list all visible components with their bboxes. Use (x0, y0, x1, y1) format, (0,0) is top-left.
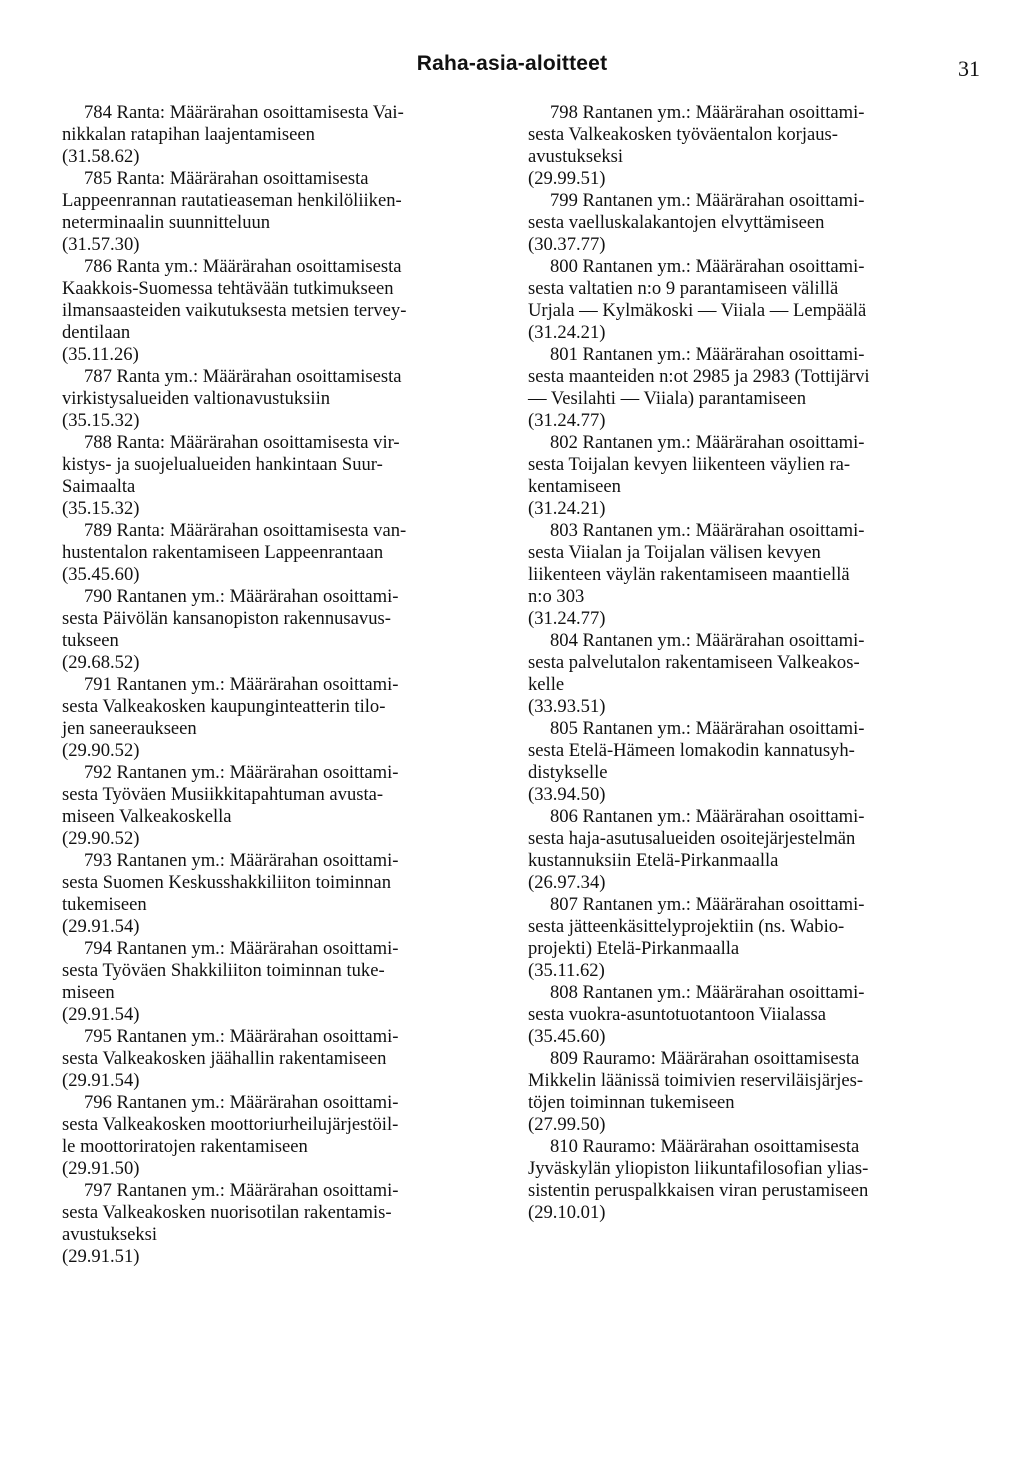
list-item (62, 520, 508, 586)
entry-text: 788 Ranta: Määrärahan osoittamisesta vir- kistys- ja suojelualueiden hankintaan Suur- Saimaalta (62, 432, 400, 497)
entry-text: 791 Rantanen ym.: Määrärahan osoittami- sesta Valkeakosken kaupunginteatterin tilo- jen saneeraukseen (62, 674, 399, 739)
entry-text: 798 Rantanen ym.: Määrärahan osoittami- sesta Valkeakosken työväentalon korjaus- avustukseksi (528, 102, 865, 167)
list-item (62, 586, 508, 674)
entry-code: (31.57.30) (62, 234, 140, 255)
entry-code: (31.24.21) (528, 498, 606, 519)
entry-code: (29.68.52) (62, 652, 140, 673)
entry-text: 789 Ranta: Määrärahan osoittamisesta van- hustentalon rakentamiseen Lappeenrantaan (62, 520, 407, 563)
entry-code: (29.10.01) (528, 1202, 606, 1223)
list-item (528, 806, 970, 894)
list-item (62, 102, 508, 168)
entry-code: (30.37.77) (528, 234, 606, 255)
list-item (528, 894, 970, 982)
list-item (62, 850, 508, 938)
left-column (62, 102, 508, 1268)
entry-code: (29.91.54) (62, 916, 140, 937)
list-item (528, 982, 970, 1048)
entry-text: 802 Rantanen ym.: Määrärahan osoittami- sesta Toijalan kevyen liikenteen väylien ra- kentamiseen (528, 432, 865, 497)
entry-code: (35.15.32) (62, 410, 140, 431)
entry-text: 794 Rantanen ym.: Määrärahan osoittami- sesta Työväen Shakkiliiton toiminnan tuke- miseen (62, 938, 399, 1003)
entry-code: (29.91.51) (62, 1246, 140, 1267)
entry-text: 808 Rantanen ym.: Määrärahan osoittami- sesta vuokra-asuntotuotantoon Viialassa (528, 982, 865, 1025)
list-item (528, 190, 970, 256)
entry-text: 807 Rantanen ym.: Määrärahan osoittami- sesta jätteenkäsittelyprojektiin (ns. Wabio- projekti) Etelä-Pirkanmaalla (528, 894, 865, 959)
entry-code: (35.15.32) (62, 498, 140, 519)
entry-code: (33.93.51) (528, 696, 606, 717)
entry-code: (31.24.21) (528, 322, 606, 343)
entry-text: 801 Rantanen ym.: Määrärahan osoittami- sesta maanteiden n:ot 2985 ja 2983 (Tottijärvi — Vesilahti — Viiala) parantamiseen (528, 344, 870, 409)
entry-code: (35.11.26) (62, 344, 139, 365)
list-item (528, 520, 970, 630)
entry-code: (31.24.77) (528, 410, 606, 431)
entry-text: 787 Ranta ym.: Määrärahan osoittamisesta virkistysalueiden valtionavustuksiin (62, 366, 402, 409)
list-item (528, 1136, 970, 1224)
entry-text: 796 Rantanen ym.: Määrärahan osoittami- sesta Valkeakosken moottoriurheilujärjestöil- le moottoriratojen rakentamiseen (62, 1092, 399, 1157)
list-item (62, 432, 508, 520)
list-item (62, 366, 508, 432)
list-item (528, 102, 970, 190)
entry-code: (35.45.60) (528, 1026, 606, 1047)
entry-text: 809 Rauramo: Määrärahan osoittamisesta Mikkelin läänissä toimivien reserviläisjärjes- töjen toiminnan tukemiseen (528, 1048, 864, 1113)
entry-code: (33.94.50) (528, 784, 606, 805)
list-item (62, 1026, 508, 1092)
entry-text: 785 Ranta: Määrärahan osoittamisesta Lappeenrannan rautatieaseman henkilöliiken- neterminaalin suunnitteluun (62, 168, 402, 233)
list-item (528, 1048, 970, 1136)
entry-code: (29.90.52) (62, 828, 140, 849)
list-item (528, 718, 970, 806)
entry-text: 800 Rantanen ym.: Määrärahan osoittami- sesta valtatien n:o 9 parantamiseen välillä Urjala — Kylmäkoski — Viiala — Lempäälä (528, 256, 867, 321)
entry-text: 786 Ranta ym.: Määrärahan osoittamisesta Kaakkois-Suomessa tehtävään tutkimukseen ilmansaasteiden vaikutuksesta metsien tervey- dentilaan (62, 256, 407, 343)
list-item (62, 1180, 508, 1268)
entry-text: 784 Ranta: Määrärahan osoittamisesta Vai- nikkalan ratapihan laajentamiseen (62, 102, 404, 145)
page-title: Raha-asia-aloitteet (416, 52, 608, 75)
page-number: 31 (958, 56, 980, 81)
entry-text: 810 Rauramo: Määrärahan osoittamisesta Jyväskylän yliopiston liikuntafilosofian ylias- sistentin peruspalkkaisen viran perustamiseen (528, 1136, 869, 1201)
entry-text: 804 Rantanen ym.: Määrärahan osoittami- sesta palvelutalon rakentamiseen Valkeakos- kelle (528, 630, 865, 695)
list-item (528, 630, 970, 718)
list-item (62, 256, 508, 366)
right-column (528, 102, 970, 1224)
entry-code: (29.91.50) (62, 1158, 140, 1179)
entry-text: 803 Rantanen ym.: Määrärahan osoittami- sesta Viialan ja Toijalan välisen kevyen liikenteen väylän rakentamiseen maantiellä n:o 303 (528, 520, 865, 607)
entry-code: (35.45.60) (62, 564, 140, 585)
entry-code: (27.99.50) (528, 1114, 606, 1135)
entry-text: 793 Rantanen ym.: Määrärahan osoittami- sesta Suomen Keskusshakkiliiton toiminnan tukemiseen (62, 850, 399, 915)
entry-text: 806 Rantanen ym.: Määrärahan osoittami- sesta haja-asutusalueiden osoitejärjestelmän kustannuksiin Etelä-Pirkanmaalla (528, 806, 865, 871)
list-item (62, 168, 508, 256)
entry-code: (29.91.54) (62, 1004, 140, 1025)
list-item (528, 432, 970, 520)
list-item (62, 762, 508, 850)
list-item (62, 1092, 508, 1180)
entry-code: (26.97.34) (528, 872, 606, 893)
entry-code: (29.91.54) (62, 1070, 140, 1091)
entry-text: 805 Rantanen ym.: Määrärahan osoittami- sesta Etelä-Hämeen lomakodin kannatusyh- distykselle (528, 718, 865, 783)
entry-code: (35.11.62) (528, 960, 605, 981)
list-item (528, 256, 970, 344)
entry-code: (31.24.77) (528, 608, 606, 629)
entry-text: 792 Rantanen ym.: Määrärahan osoittami- sesta Työväen Musiikkitapahtuman avusta- miseen Valkeakoskella (62, 762, 399, 827)
entry-text: 797 Rantanen ym.: Määrärahan osoittami- sesta Valkeakosken nuorisotilan rakentamis- avustukseksi (62, 1180, 399, 1245)
entry-code: (31.58.62) (62, 146, 140, 167)
entry-text: 799 Rantanen ym.: Määrärahan osoittami- sesta vaelluskalakantojen elvyttämiseen (528, 190, 865, 233)
list-item (528, 344, 970, 432)
entry-code: (29.99.51) (528, 168, 606, 189)
entry-text: 795 Rantanen ym.: Määrärahan osoittami- sesta Valkeakosken jäähallin rakentamiseen (62, 1026, 399, 1069)
list-item (62, 938, 508, 1026)
entry-text: 790 Rantanen ym.: Määrärahan osoittami- sesta Päivölän kansanopiston rakennusavus- tukseen (62, 586, 399, 651)
entry-code: (29.90.52) (62, 740, 140, 761)
list-item (62, 674, 508, 762)
